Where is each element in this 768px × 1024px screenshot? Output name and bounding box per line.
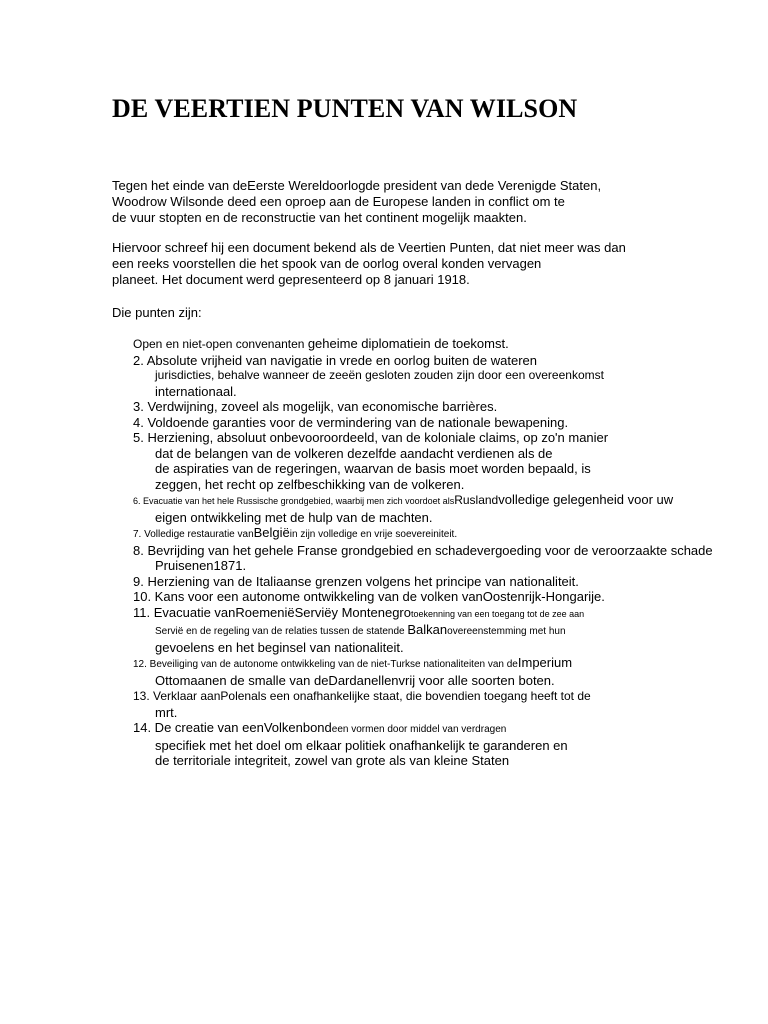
point-7 xyxy=(133,525,768,543)
point-text: eigen ontwikkeling met de hulp van de machten. xyxy=(155,509,433,525)
point-text: 5. Herziening, absoluut onbevooroordeeld, van de koloniale claims, op zo'n manier xyxy=(133,430,609,445)
point-text: Imperium xyxy=(517,655,573,670)
point-3 xyxy=(133,399,768,415)
point-text: in zijn volledige en vrije soevereiniteit. xyxy=(289,529,458,540)
point-text: jurisdicties, behalve wanneer de zeeën gesloten zouden zijn door een overeenkomst xyxy=(155,368,604,382)
points-list xyxy=(133,336,768,769)
text-line: planeet. Het document werd gepresenteerd op 8 januari 1918. xyxy=(112,272,470,287)
point-text: specifiek met het doel om elkaar politiek onafhankelijk te garanderen en xyxy=(155,737,568,753)
point-text: 8. Bevrijding van het gehele Franse grondgebied en schadevergoeding voor de veroorzaakte schade xyxy=(133,542,713,558)
point-text: Open en niet-open convenanten xyxy=(133,337,308,351)
point-text: Serviëy Montenegro xyxy=(294,604,411,620)
point-text: geheime diplomatiein de toekomst. xyxy=(307,336,509,351)
point-6 xyxy=(133,492,768,525)
point-10 xyxy=(133,589,768,605)
point-text: 7. Volledige restauratie van xyxy=(133,529,254,540)
page-title: DE VEERTIEN PUNTEN VAN WILSON xyxy=(112,94,578,123)
point-text: de territoriale integriteit, zowel van grote als van kleine Staten xyxy=(155,753,510,768)
point-text: 6. Evacuatie van het hele Russische grondgebied, waarbij men zich voordoet als xyxy=(133,496,455,506)
point-text: Pruisenen1871. xyxy=(155,558,247,573)
point-text: 12. Beveiliging van de autonome ontwikkeling van de niet-Turkse nationaliteiten van de xyxy=(133,659,518,670)
intro-paragraph xyxy=(112,178,601,226)
point-text: Polenals een onafhankelijke staat, die bovendien toegang heeft tot de xyxy=(220,689,591,703)
point-text: zeggen, het recht op zelfbeschikking van de volkeren. xyxy=(155,476,465,492)
point-text: internationaal. xyxy=(155,383,237,399)
point-text: Servië en de regeling van de relaties tussen de statende xyxy=(155,626,408,637)
point-text: 10. Kans voor een autonome ontwikkeling van de volken vanOostenrijk-Hongarije. xyxy=(133,589,605,604)
point-text: 3. Verdwijning, zoveel als mogelijk, van economische barrières. xyxy=(133,399,498,414)
point-text: overeenstemming met hun xyxy=(447,626,566,637)
point-text: dat de belangen van de volkeren dezelfde aandacht verdienen als de xyxy=(155,445,553,461)
document-paragraph xyxy=(112,240,626,288)
point-text: mrt. xyxy=(155,704,178,720)
text-line: Woodrow Wilsonde deed een oproep aan de Europese landen in conflict om te xyxy=(112,194,565,209)
point-text: Ottomaanen de smalle van deDardanellenvrij voor alle soorten boten. xyxy=(155,672,555,688)
text-line: Hiervoor schreef hij een document bekend als de Veertien Punten, dat niet meer was dan xyxy=(112,240,626,255)
text-line: Tegen het einde van deEerste Wereldoorlogde president van dede Verenigde Staten, xyxy=(112,178,602,193)
point-text: volledige gelegenheid voor uw xyxy=(498,492,674,507)
point-text: de aspiraties van de regeringen, waarvan de basis moet worden bepaald, is xyxy=(155,461,591,476)
point-text: 4. Voldoende garanties voor de vermindering van de nationale bewapening. xyxy=(133,414,569,430)
point-text: 2. Absolute vrijheid van navigatie in vrede en oorlog buiten de wateren xyxy=(133,352,537,368)
point-11 xyxy=(133,605,768,656)
text-line: de vuur stopten en de reconstructie van het continent mogelijk maakten. xyxy=(112,210,527,225)
point-14 xyxy=(133,720,768,769)
point-text: 14. De creatie van een xyxy=(133,720,264,735)
point-5 xyxy=(133,430,768,492)
point-text: België xyxy=(253,525,290,540)
point-1 xyxy=(133,336,768,353)
point-text: 13. Verklaar aan xyxy=(133,689,221,703)
point-text: 11. Evacuatie vanRoemenië xyxy=(133,604,295,620)
point-8 xyxy=(133,543,768,574)
point-2 xyxy=(133,353,768,400)
point-text: toekenning van een toegang tot de zee aan xyxy=(410,608,585,619)
point-13 xyxy=(133,688,768,720)
point-text: Rusland xyxy=(454,493,499,507)
text-line: een reeks voorstellen die het spook van de oorlog overal konden vervagen xyxy=(112,256,542,271)
point-text: een vormen door middel van verdragen xyxy=(331,724,507,735)
point-text: gevoelens en het beginsel van nationaliteit. xyxy=(155,639,404,655)
point-text: Volkenbond xyxy=(263,720,332,735)
point-text: Balkan xyxy=(407,622,448,637)
point-9 xyxy=(133,574,768,590)
point-text: 9. Herziening van de Italiaanse grenzen volgens het principe van nationaliteit. xyxy=(133,573,579,589)
point-12 xyxy=(133,655,768,688)
point-4 xyxy=(133,415,768,431)
points-intro: Die punten zijn: xyxy=(112,305,202,320)
